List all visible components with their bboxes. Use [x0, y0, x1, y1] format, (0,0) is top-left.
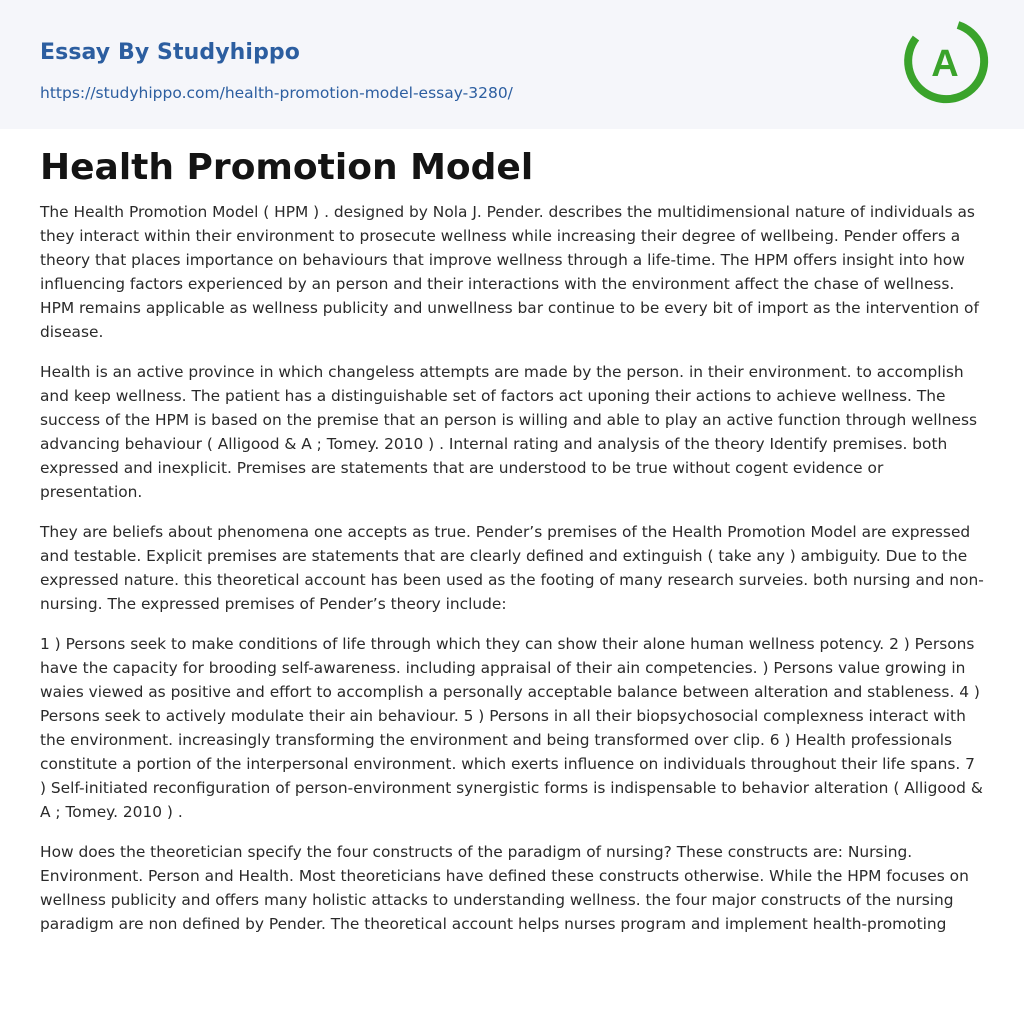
paragraph: 1 ) Persons seek to make conditions of life through which they can show their alone human wellness potency. 2 ) Persons have the capacity for brooding self-awareness. including appraisal of their ain competencies. ) Persons value growing in waies viewed as positive and effort to accomplish a personally acceptable balance between alteration and stableness. 4 ) Persons seek to actively modulate their ain behaviour. 5 ) Persons in all their biopsychosocial complexness interact with the environment. increasingly transforming the environment and being transformed over clip. 6 ) Health professionals constitute a portion of the interpersonal environment. which exerts influence on individuals throughout their life spans. 7 ) Self-initiated reconfiguration of person-environment synergistic forms is indispensable to behavior alteration ( Alligood & A ; Tomey. 2010 ) .	[40, 635, 983, 821]
essay-body	[40, 200, 984, 952]
studyhippo-logo-icon[interactable]	[900, 16, 990, 106]
essay-url-link[interactable]: https://studyhippo.com/health-promotion-model-essay-3280/	[40, 84, 513, 102]
site-brand[interactable]: Essay By Studyhippo	[40, 40, 300, 65]
page-title: Health Promotion Model	[40, 147, 534, 188]
paragraph: The Health Promotion Model ( HPM ) . designed by Nola J. Pender. describes the multidimensional nature of individuals as they interact within their environment to prosecute wellness while increasing their degree of wellbeing. Pender offers a theory that places importance on behaviours that improve wellness through a life-time. The HPM offers insight into how influencing factors experienced by an person and their interactions with the environment affect the chase of wellness. HPM remains applicable as wellness publicity and unwellness bar continue to be every bit of import as the intervention of disease.	[40, 203, 979, 341]
paragraph: They are beliefs about phenomena one accepts as true. Pender’s premises of the Health Promotion Model are expressed and testable. Explicit premises are statements that are clearly defined and extinguish ( take any ) ambiguity. Due to the expressed nature. this theoretical account has been used as the footing of many research surveies. both nursing and non-nursing. The expressed premises of Pender’s theory include:	[40, 523, 984, 613]
paragraph: Health is an active province in which changeless attempts are made by the person. in their environment. to accomplish and keep wellness. The patient has a distinguishable set of factors act uponing their actions to achieve wellness. The success of the HPM is based on the premise that an person is willing and able to play an active function through wellness advancing behaviour ( Alligood & A ; Tomey. 2010 ) . Internal rating and analysis of the theory Identify premises. both expressed and inexplicit. Premises are statements that are understood to be true without cogent evidence or presentation.	[40, 363, 978, 501]
logo-letter: A	[931, 43, 959, 85]
paragraph: How does the theoretician specify the four constructs of the paradigm of nursing? These constructs are: Nursing. Environment. Person and Health. Most theoreticians have defined these constructs otherwise. While the HPM focuses on wellness publicity and offers many holistic attacks to understanding wellness. the four major constructs of the nursing paradigm are non defined by Pender. The theoretical account helps nurses program and implement health-promoting	[40, 843, 969, 933]
